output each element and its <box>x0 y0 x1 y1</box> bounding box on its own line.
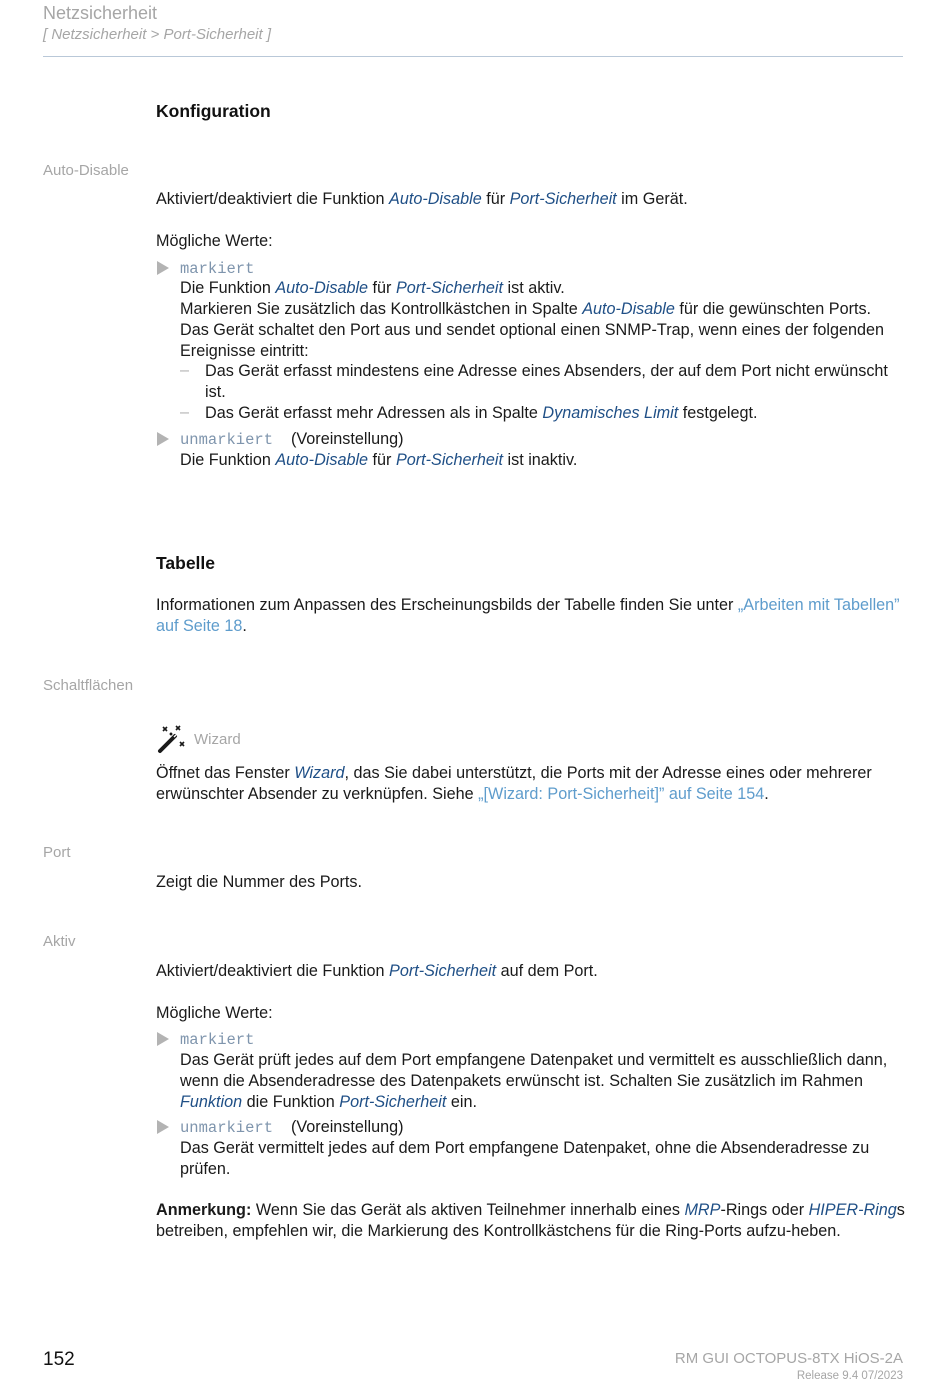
link-arbeiten-mit-tabellen[interactable]: „Arbeiten mit Tabellen” auf Seite 18 <box>156 596 900 635</box>
port-description: Zeigt die Nummer des Ports. <box>156 873 363 891</box>
option-unmarkiert-description: Das Gerät vermittelt jedes auf dem Port empfangene Datenpaket, ohne die Absenderadresse zu prüfen. <box>180 1139 870 1178</box>
ref-port-sicherheit: Port-Sicherheit <box>509 190 617 208</box>
wizard-button-label: Wizard <box>194 731 241 748</box>
side-label-aktiv: Aktiv <box>43 933 76 950</box>
option-markiert: markiert <box>180 260 255 278</box>
running-header-title: Netzsicherheit <box>43 3 158 23</box>
wizard-description: Öffnet das Fenster Wizard, das Sie dabei unterstützt, die Ports mit der Adresse eines oder mehrerer erwünschter Absender zu verknüpfen. Siehe „[Wizard: Port-Sicherheit]” auf Seite 154. <box>156 764 872 803</box>
option-markiert-description: Die Funktion Auto-Disable für Port-Sicherheit ist aktiv. Markieren Sie zusätzlich das Kontrollkästchen in Spalte Auto-Disable für die gewünschten Ports. Das Gerät schaltet den Port aus und sendet optional einen SNMP-Trap, wenn eines der folgenden Ereignisse eintritt: <box>180 279 884 360</box>
section-heading-tabelle: Tabelle <box>156 553 216 573</box>
footer-release: Release 9.4 07/2023 <box>796 1370 903 1382</box>
event-item: Das Gerät erfasst mindestens eine Adresse eines Absenders, der auf dem Port nicht erwünscht ist. <box>205 362 888 401</box>
link-wizard-port-sicherheit[interactable]: „[Wizard: Port-Sicherheit]” auf Seite 154 <box>478 785 765 803</box>
side-label-schaltflaechen: Schaltflächen <box>43 677 134 694</box>
option-markiert: markiert <box>180 1031 255 1049</box>
possible-values-label: Mögliche Werte: <box>156 1004 273 1022</box>
bullet-triangle-icon <box>157 261 169 275</box>
note-label: Anmerkung: <box>156 1201 252 1219</box>
bullet-triangle-icon <box>157 1032 169 1046</box>
side-label-auto-disable: Auto-Disable <box>43 162 129 179</box>
ref-auto-disable: Auto-Disable <box>389 190 482 208</box>
option-unmarkiert-description: Die Funktion Auto-Disable für Port-Sicherheit ist inaktiv. <box>180 451 578 469</box>
header-divider <box>43 56 903 57</box>
section-heading-konfiguration: Konfiguration <box>156 101 271 121</box>
page-number: 152 <box>43 1349 75 1370</box>
bullet-triangle-icon <box>157 1120 169 1134</box>
aktiv-description: Aktiviert/deaktiviert die Funktion Port-Sicherheit auf dem Port. <box>156 962 598 980</box>
option-unmarkiert: unmarkiert (Voreinstellung) <box>180 430 404 449</box>
event-item: Das Gerät erfasst mehr Adressen als in Spalte Dynamisches Limit festgelegt. <box>205 404 758 422</box>
breadcrumb: [ Netzsicherheit > Port-Sicherheit ] <box>43 26 272 43</box>
note: Anmerkung: Wenn Sie das Gerät als aktiven Teilnehmer innerhalb eines MRP-Rings oder HIPER-Rings betreiben, empfehlen wir, die Markierung des Kontrollkästchens für die Ring-Ports aufzu-heben. <box>156 1201 905 1240</box>
auto-disable-description: Aktiviert/deaktiviert die Funktion Auto-Disable für Port-Sicherheit im Gerät. <box>156 190 688 208</box>
bullet-triangle-icon <box>157 432 169 446</box>
option-markiert-description: Das Gerät prüft jedes auf dem Port empfangene Datenpaket und vermittelt es ausschließlich dann, wenn die Absenderadresse des Datenpakets erwünscht ist. Schalten Sie zusätzlich im Rahmen Funktion die Funktion Port-Sicherheit ein. <box>180 1051 888 1111</box>
option-unmarkiert: unmarkiert (Voreinstellung) <box>180 1118 404 1137</box>
side-label-port: Port <box>43 844 71 861</box>
dash-bullet: – <box>180 403 190 421</box>
dash-bullet: – <box>180 361 190 379</box>
footer-document-title: RM GUI OCTOPUS-8TX HiOS-2A <box>674 1350 903 1367</box>
tabelle-description: Informationen zum Anpassen des Erscheinungsbilds der Tabelle finden Sie unter „Arbeiten mit Tabellen” auf Seite 18. <box>156 596 900 635</box>
magic-wand-icon <box>156 724 186 754</box>
possible-values-label: Mögliche Werte: <box>156 232 273 250</box>
